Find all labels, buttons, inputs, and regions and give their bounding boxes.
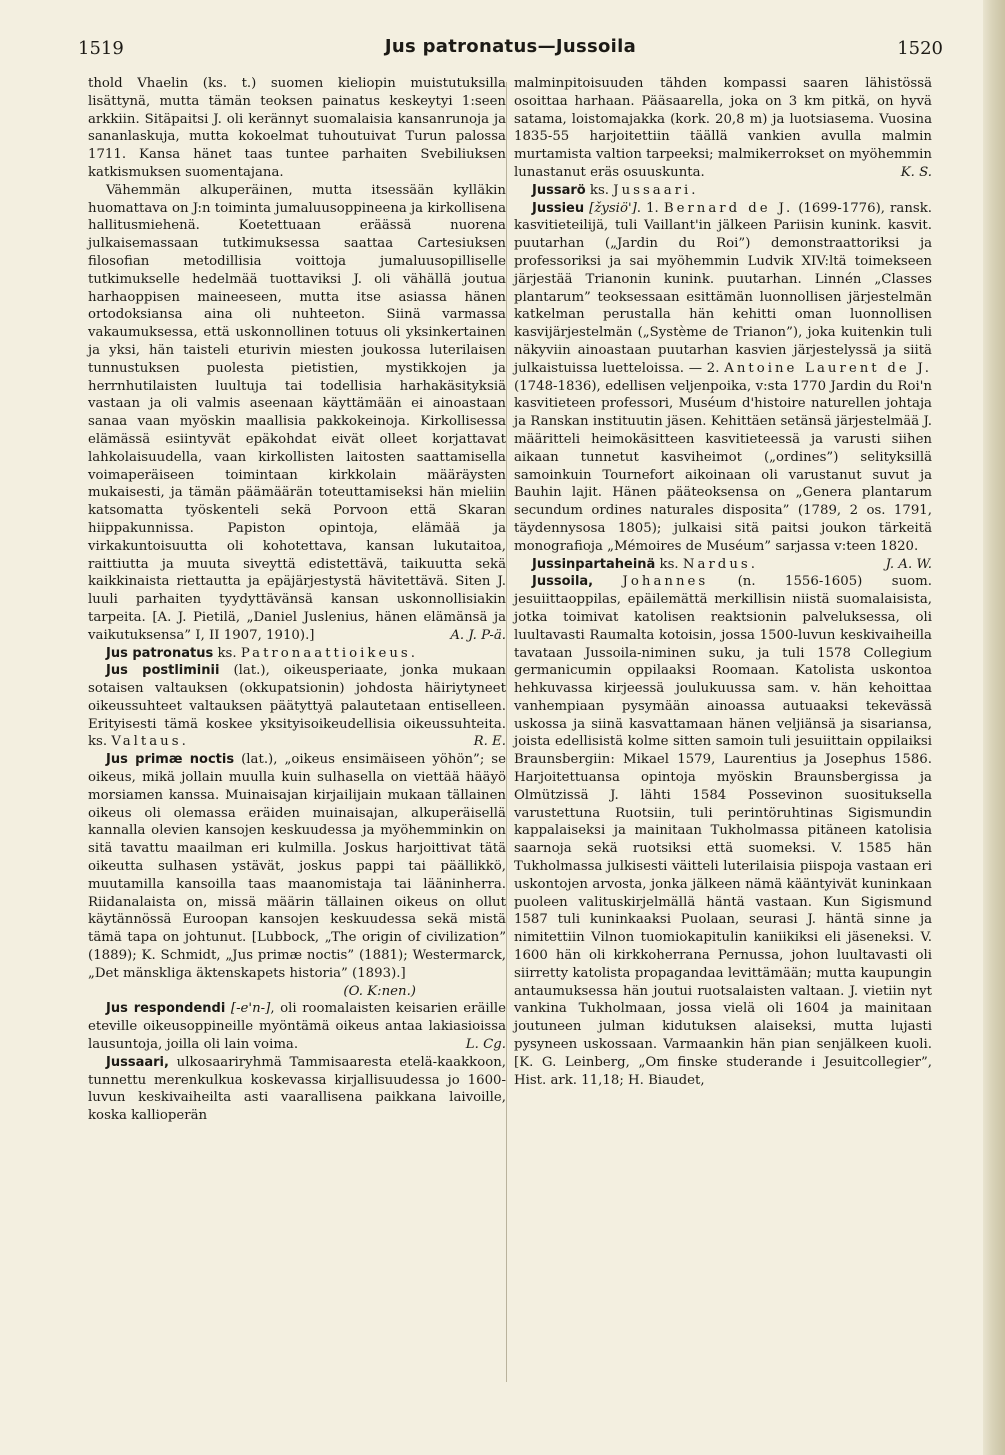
entry-headword: Jussaari, — [106, 1054, 169, 1070]
entry-jussoila: Jussoila, Johannes (n. 1556-1605) suom. jesuiittaoppilas, epäilemättä merkillisin niistä suomalaisista, jotka toimivat katolisen reaktsionin palveluksessa, oli luultavasti Raumalta kotoisin, jossa 1500-luvun keskivaiheilla tavataan Jussoila-niminen suku, ja tuli 1578 Collegium germanicumin oppilaaksi Roomaan. Katolista uskontoa hehkuvassa kirjeessä joulukuussa sam. v. hän kehoittaa vanhempiaan pysymään ainoassa autuaaksi tekevässä uskossa ja siinä kasvattamaan hänen veljiänsä ja sisariansa, joista edellisistä kolme sitten samoin tuli jesuiittain oppilaiksi Braunsbergiin: Mikael 1579, Laurentius ja Josephus 1586. Harjoitettuansa opintoja myöskin Braunsbergissa ja Olmützissä J. lähti 1584 Possevinon suosituksella varustettuna Ruotsiin, tuli perintöruhtinas Sigismundin kappalaiseksi ja mainitaan Tukholmassa pitäneen katolisia saarnoja sekä ruotsiksi että suomeksi. V. 1585 hän Tukholmassa julkisesti väitteli luterilaisia piispoja vastaan eri uskontojen arvosta, jonka jälkeen nämä kääntyivät kuninkaan puoleen valituskirjelmällä häntä vastaan. Kun Sigismund 1587 tuli kuninkaaksi Puolaan, seurasi J. häntä sinne ja nimitettiin Vilnon tuomiokapitulin kaniikiksi eli jäseneksi. V. 1600 hän oli kirkkoherrana Pernussa, johon luultavasti oli siirretty katolista propagandaa levittämään; mutta kaupungin antaumuksessa hän joutui ruotsalaisten valtaan. J. vietiin nyt vankina Tukholmaan, jossa vielä oli 1604 ja mainitaan joutuneen julman kidutuksen alaiseksi, mutta lujasti pysyneen uskossaan. Varmaankin hän pian senjälkeen kuoli. [K. G. Leinberg, „Om finske studerande i Jesuitcollegier”, Hist. ark. 11,18; H. Biaudet, — [514, 574, 932, 1088]
entry-jus-primae-noctis: Jus primæ noctis (lat.), „oikeus ensimäiseen yöhön”; se oikeus, mikä jollain muulla kuin sulhasella on viettää hääyö morsiamen kanssa. Muinaisajan kirjailijain mukaan tällainen oikeus oli olemassa eräiden muinaisajan, alkuperäisellä kannalla olevien kansojen keskuudessa ja myöhemminkin on sitä tavattu maailman eri kulmilla. Joskus harjoittivat tätä oikeutta sulhasen ystävät, joskus pappi tai päällikkö, muutamilla kansoilla taas maanomistaja tai lääninherra. Riidanalaista on, missä määrin tällainen oikeus on ollut käytännössä Euroopan kansojen keskuudessa sekä mistä tämä tapa on johtunut. [Lubbock, „The origin of civilization” (1889); K. Schmidt, „Jus primæ noctis” (1881); Westermarck, „Det mänskliga äktenskapets historia” (1893).] — [88, 752, 506, 981]
author-signature: K. S. — [900, 164, 932, 180]
cross-reference: Jussaari. — [613, 182, 699, 198]
page-header — [78, 38, 943, 70]
cross-reference: Patronaattioikeus. — [240, 645, 418, 661]
entry-headword: Jussinpartaheinä — [532, 556, 656, 572]
person-name: Antoine Laurent de J. — [724, 360, 932, 376]
author-signature: L. Cg. — [465, 1037, 506, 1053]
entry-headword: Jus primæ noctis — [106, 752, 235, 768]
entry-headword: Jussarö — [532, 182, 586, 198]
left-page-number: 1519 — [78, 38, 124, 59]
entry-jus-patronatus: Jus patronatus ks. Patronaattioikeus. — [106, 645, 418, 661]
entry-jussieu: Jussieu [žysiö']. 1. Bernard de J. (1699-1776), ransk. kasvitieteilijä, tuli Vaillant'in jälkeen Pariisin kunink. kasvit. puutarhan („Jardin du Roi”) demonstraattoriksi ja professoriksi ja sai myöhemmin Ludvik XIV:ltä toimekseen järjestää Trianonin kunink. puutarhan. Linnén „Classes plantarum” teoksessaan esittämän luonnollisen järjestelmän katkelman perustalla hän kehitti oman luonnollisen kasvijärjestelmän („Système de Trianon”), joka kuitenkin tuli näkyviin ainoastaan puutarhan kasvien järjestelyssä ja siitä julkaistuissa luetteloissa. — 2. Antoine Laurent de J. (1748-1836), edellisen veljenpoika, v:sta 1770 Jardin du Roi'n kasvitieteen professori, Muséum d'histoire naturellen johtaja ja Ranskan instituutin jäsen. Kehittäen setänsä järjestelmää J. määritteli heimokäsitteen kasvitieteessä ja varusti siihen aikaan tunnetut kasviheimot („ordines”) selityksillä samoinkuin Tournefort aikoinaan oli varustanut suvut ja Bauhin lajit. Hänen pääteoksensa on „Genera plantarum secundum ordines naturales disposita” (1789, 2 os. 1791, täydennysosa 1805); julkaisi sitä paitsi joukon tärkeitä monografioja „Mémoires de Muséum” sarjassa v:teen 1820. J. A. W. — [514, 200, 932, 572]
cross-reference: Valtaus. — [111, 734, 189, 750]
entry-jussaro: Jussarö ks. Jussaari. — [532, 182, 699, 198]
paragraph: Vähemmän alkuperäinen, mutta itsessään kylläkin huomattava on J:n toiminta jumaluusoppineena ja kirkollisena hallitusmiehenä. Koetettuaan eräässä nuorena julkaisemassaan tutkimuksessa saattaa Cartesiuksen filosofian metodillisia voittoja jumaluusopilliselle tutkimukselle hedelmää tuottaviksi J. oli vähällä joutua harhaoppisen maineeseen, mutta itse asiassa hänen ortodoksiansa aina oli nuhteeton. Siinä varmassa vakaumuksessa, että uskonnollinen totuus oli yksinkertainen ja yksi, hän taisteli eturivin miesten joukossa luterilaisen tunnustuksen puolesta pietistien, mystikkojen ja herrnhutilaisten luultuja tai todellisia harhakäsityksiä vastaan ja oli valmis aseenaan käyttämään ei ainoastaan sanaa vaan myöskin maallisia pakkokeinoja. Kirkollisessa elämässä esiintyvät epäkohdat eivät olleet korjattavat lahkolaisuudella, vaan kirkollisten laitosten saattamisella voimaperäiseen toimintaan kirkkolain määräysten mukaisesti, ja tämän päämäärän toteuttamiseksi hän mieliin katsomatta työskenteli sekä Porvoon että Skaran hiippakunnissa. Papiston opintoja, elämää ja virkakuntoisuutta oli kohotettava, kansan lukutaitoa, raittiutta ja muuta siveyttä edistettävä, taikuutta sekä kaikkinaista riettautta ja epäjärjestystä hävitettävä. Siten J. luuli parhaiten tyydyttävänsä kansan uskonnollisiakin tarpeita. [A. J. Pietilä, „Daniel Juslenius, hänen elämänsä ja vaikutuksensa” I, II 1907, 1910).] A. J. P-ä. — [88, 182, 507, 643]
entry-headword: Jus patronatus — [106, 645, 214, 661]
entry-headword: Jussoila, — [532, 574, 594, 590]
author-signature: (O. K:nen.) — [343, 983, 416, 999]
page-edge — [983, 0, 1005, 1455]
column-divider — [506, 82, 507, 1382]
person-name: Johannes — [622, 574, 709, 590]
pronunciation: [-e'n-] — [230, 1001, 271, 1017]
entry-jussaari: Jussaari, ulkosaariryhmä Tammisaaresta etelä-kaakkoon, tunnettu merenkulkua koskevassa kirjallisuudessa jo 1600-luvun keskivaiheilta asti vaarallisena paikkana laivoille, koska kallioperän — [88, 1054, 507, 1124]
left-column — [88, 75, 506, 1125]
right-column — [514, 75, 932, 1089]
author-signature: A. J. P-ä. — [450, 627, 506, 643]
entry-jus-respondendi: Jus respondendi [-e'n-], oli roomalaisten keisarien eräille eteville oikeusoppineille myöntämä oikeus antaa lakiasioissa lausuntoja, joilla oli lain voima. L. Cg. — [88, 1001, 507, 1053]
person-name: Bernard de J. — [663, 200, 794, 216]
author-signature: R. E. — [473, 734, 506, 750]
entry-jussinpartaheina: Jussinpartaheinä ks. Nardus. — [532, 556, 758, 572]
right-page-number: 1520 — [897, 38, 943, 59]
author-signature: J. A. W. — [885, 556, 932, 572]
entry-headword: Jus respondendi — [106, 1001, 226, 1017]
entry-headword: Jus postliminii — [106, 663, 220, 679]
cross-reference: Nardus. — [682, 556, 758, 572]
entry-headword: Jussieu — [532, 200, 585, 216]
entry-jus-postliminii: Jus postliminii (lat.), oikeusperiaate, jonka mukaan sotaisen valtauksen (okkupatsionin) johdosta häiriytyneet oikeussuhteet valtauksen päätyttyä palautetaan entiselleen. Erityisesti tämä koskee yksityisoikeudellisia oikeussuhteita. ks. Valtaus. R. E. — [88, 663, 506, 750]
pronunciation: [žysiö'] — [589, 200, 637, 216]
running-title: Jus patronatus—Jussoila — [384, 36, 637, 57]
paragraph: malminpitoisuuden tähden kompassi saaren lähistössä osoittaa harhaan. Pääsaarella, joka on 3 km pitkä, on hyvä satama, loistomajakka (kork. 20,8 m) ja luotsiasema. Vuosina 1835-55 harjoitettiin täällä vankien avulla malmin murtamista valtion tarpeeksi; malmikerrokset on myöhemmin lunastanut eräs osuuskunta. K. S. — [514, 76, 932, 180]
paragraph: thold Vhaelin (ks. t.) suomen kieliopin muistutuksilla lisättynä, mutta tämän teoksen painatus keskeytyi 1:seen arkkiin. Sitäpaitsi J. oli kerännyt suomalaisia kansanrunoja ja sananlaskuja, mutta kokoelmat tuhoutuivat Turun palossa 1711. Kansa hänet taas tuntee parhaiten Svebiliuksen katkismuksen suomentajana. — [88, 76, 506, 180]
